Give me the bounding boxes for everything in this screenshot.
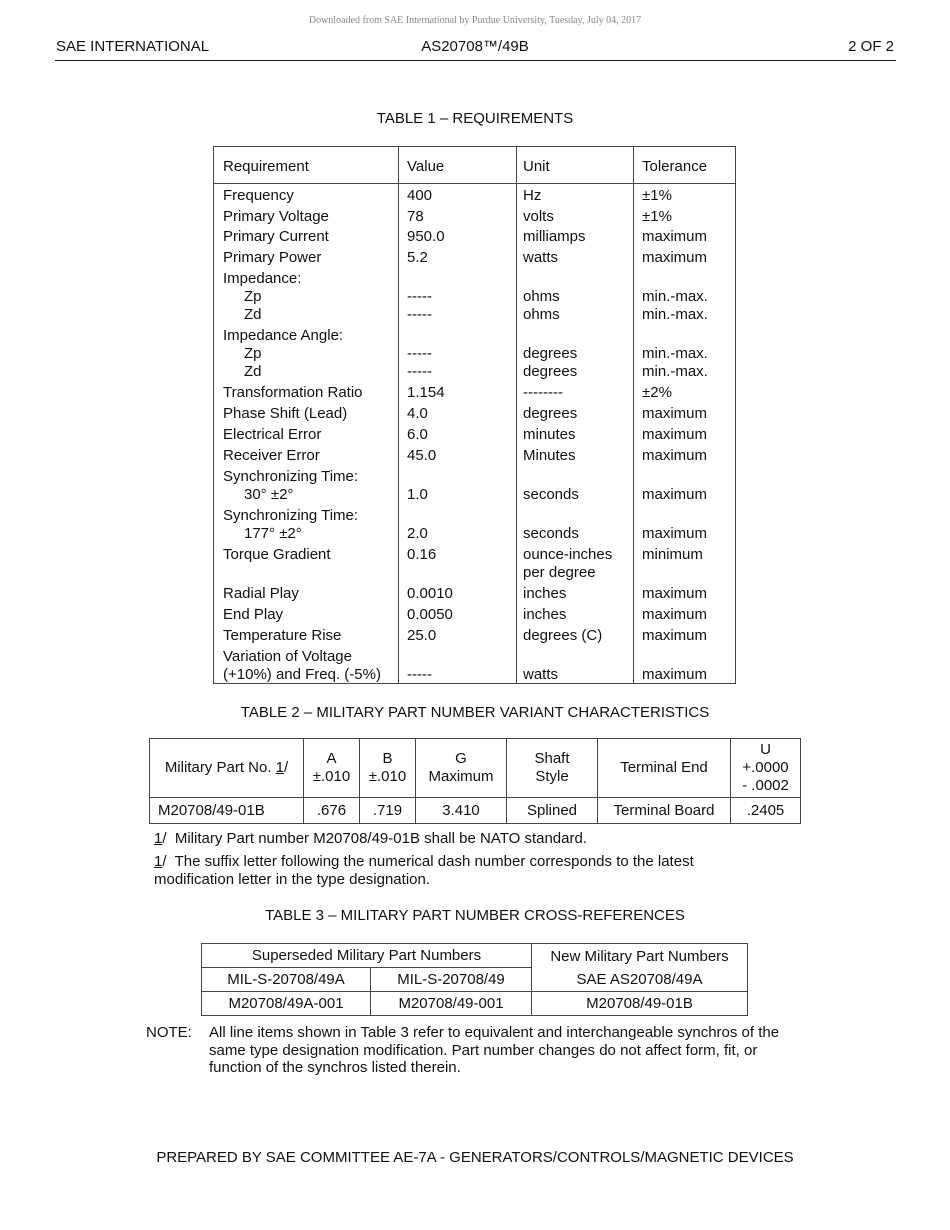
header-tolerance: Tolerance — [642, 158, 708, 175]
table-row — [214, 208, 735, 228]
cell-req: Zd — [244, 306, 262, 323]
cell-unit: seconds — [523, 486, 579, 503]
table-row — [214, 384, 735, 405]
header-u — [731, 739, 801, 798]
requirements-table-header — [214, 147, 735, 184]
header-b — [360, 739, 416, 798]
table-header-row — [150, 739, 801, 798]
cell-g: 3.410 — [416, 798, 507, 824]
table-row — [214, 627, 735, 648]
cell-value: 5.2 — [407, 249, 428, 266]
note-label: NOTE: — [146, 1024, 192, 1041]
requirements-table — [213, 146, 736, 684]
cell-superseded-49: M20708/49-001 — [371, 992, 532, 1016]
header-text: A — [326, 750, 337, 767]
footnote-2 — [154, 853, 694, 889]
cell-terminal: Terminal Board — [598, 798, 731, 824]
cross-references-table — [201, 943, 748, 1016]
cell-req: Torque Gradient — [223, 546, 331, 563]
cell-unit: milliamps — [523, 228, 586, 245]
cell-tol: maximum — [642, 426, 708, 443]
cell-unit: -------- — [523, 384, 563, 401]
cell-value: 1.0 — [407, 486, 428, 503]
header-text: U — [760, 741, 771, 758]
cell-u: .2405 — [731, 798, 801, 824]
cell-tol: maximum — [642, 627, 708, 644]
table-row — [150, 798, 801, 824]
cell-tol: min.-max. — [642, 288, 708, 305]
cell-value: ----- — [407, 345, 432, 362]
cell-unit: minutes — [523, 426, 576, 443]
variant-characteristics-table — [149, 738, 801, 824]
table-row — [214, 546, 735, 564]
cell-tol: maximum — [642, 585, 708, 602]
cell-new: M20708/49-01B — [532, 992, 748, 1016]
cell-unit: degrees — [523, 363, 578, 380]
cell-tol: minimum — [642, 546, 703, 563]
cell-value: 78 — [407, 208, 424, 225]
cell-req: 30° ±2° — [244, 486, 294, 503]
table-row — [214, 405, 735, 426]
cell-tol: maximum — [642, 666, 708, 683]
cell-unit: degrees — [523, 405, 578, 422]
table-header-row — [202, 944, 748, 968]
header-superseded: Superseded Military Part Numbers — [202, 944, 532, 968]
cell-unit: ohms — [523, 288, 560, 305]
header-unit: Unit — [523, 158, 550, 175]
cell-tol: maximum — [642, 525, 708, 542]
cell-tol: ±1% — [642, 208, 672, 225]
cell-req: Synchronizing Time: — [223, 507, 359, 524]
table-row — [214, 447, 735, 468]
footnote-text: modification letter in the type designation. — [154, 871, 430, 888]
cell-unit: Minutes — [523, 447, 576, 464]
cell-value: 1.154 — [407, 384, 445, 401]
header-value: Value — [407, 158, 445, 175]
note-text: All line items shown in Table 3 refer to equivalent and interchangeable synchros of the same type designation modification. Part number changes do not affect form, fit, or function of the synchros listed therein. — [209, 1024, 780, 1076]
subheader-mil-s-49a: MIL-S-20708/49A — [202, 968, 371, 992]
header-shaft-style — [507, 739, 598, 798]
cell-tol: maximum — [642, 249, 708, 266]
header-organization: SAE INTERNATIONAL — [56, 38, 210, 55]
cell-req: Primary Voltage — [223, 208, 329, 225]
table-row — [214, 666, 735, 684]
footnote-ref: 1 — [275, 759, 285, 776]
header-text: ±.010 — [312, 768, 351, 785]
cell-req: Transformation Ratio — [223, 384, 363, 401]
cell-unit: ohms — [523, 306, 560, 323]
header-text: +.0000 — [742, 759, 789, 776]
cell-tol: ±1% — [642, 187, 672, 204]
header-page-number: 2 OF 2 — [848, 38, 894, 55]
header-g — [416, 739, 507, 798]
cell-req: Primary Power — [223, 249, 322, 266]
table1-caption: TABLE 1 – REQUIREMENTS — [376, 110, 574, 127]
cell-tol: maximum — [642, 486, 708, 503]
table-row — [214, 606, 735, 627]
table-row — [214, 486, 735, 507]
table-row — [214, 270, 735, 288]
cell-req: Impedance Angle: — [223, 327, 344, 344]
header-text: Military Part No. — [164, 759, 272, 776]
table-row — [214, 228, 735, 249]
cell-unit: ounce-inches — [523, 546, 613, 563]
cell-shaft: Splined — [507, 798, 598, 824]
table-row — [214, 507, 735, 525]
header-rule — [55, 60, 896, 61]
table3-caption: TABLE 3 – MILITARY PART NUMBER CROSS-REFERENCES — [265, 907, 685, 924]
cell-superseded-49a: M20708/49A-001 — [202, 992, 371, 1016]
cell-unit: per degree — [523, 564, 596, 581]
table-row — [214, 187, 735, 208]
cell-b: .719 — [360, 798, 416, 824]
cell-value: ----- — [407, 666, 432, 683]
cell-req: Synchronizing Time: — [223, 468, 359, 485]
header-text: Shaft — [534, 750, 570, 767]
cell-unit: Hz — [523, 187, 542, 204]
footnote-ref: 1 — [154, 830, 163, 847]
footnote-text: / The suffix letter following the numerical dash number corresponds to the latest — [162, 853, 694, 870]
cell-value: 25.0 — [407, 627, 437, 644]
cell-req: Zd — [244, 363, 262, 380]
cell-value: ----- — [407, 363, 432, 380]
table-row — [214, 345, 735, 363]
cell-value: 950.0 — [407, 228, 445, 245]
table-row — [214, 363, 735, 384]
cell-req: Primary Current — [223, 228, 329, 245]
table-row — [214, 426, 735, 447]
header-requirement: Requirement — [223, 158, 309, 175]
cell-value: 45.0 — [407, 447, 437, 464]
cell-value: 0.0050 — [407, 606, 453, 623]
table-row — [214, 564, 735, 585]
cell-value: ----- — [407, 288, 432, 305]
table-row — [214, 648, 735, 666]
cell-req: Temperature Rise — [223, 627, 342, 644]
cell-req: Receiver Error — [223, 447, 320, 464]
table-row — [214, 585, 735, 606]
footer-prepared-by: PREPARED BY SAE COMMITTEE AE-7A - GENERATORS/CONTROLS/MAGNETIC DEVICES — [156, 1149, 794, 1166]
cell-unit: seconds — [523, 525, 579, 542]
footnote-1 — [154, 830, 587, 848]
table-row — [214, 327, 735, 345]
header-text: New Military Part Numbers — [550, 947, 729, 965]
cell-a: .676 — [304, 798, 360, 824]
cell-req: Zp — [244, 288, 262, 305]
table-row — [202, 992, 748, 1016]
header-military-part-no — [150, 739, 304, 798]
cell-req: (+10%) and Freq. (-5%) — [223, 666, 381, 683]
cell-req: Frequency — [223, 187, 294, 204]
header-text: Style — [535, 768, 569, 785]
header-text: ±.010 — [368, 768, 407, 785]
table-row — [214, 525, 735, 546]
cell-value: ----- — [407, 306, 432, 323]
cell-req: Zp — [244, 345, 262, 362]
header-text: Maximum — [428, 768, 494, 785]
cell-unit: watts — [523, 666, 559, 683]
cell-req: Impedance: — [223, 270, 302, 287]
cell-tol: min.-max. — [642, 363, 708, 380]
header-text: B — [382, 750, 393, 767]
cell-tol: maximum — [642, 405, 708, 422]
download-note: Downloaded from SAE International by Purdue University, Tuesday, July 04, 2017 — [308, 15, 642, 26]
subheader-mil-s-49: MIL-S-20708/49 — [371, 968, 532, 992]
table2-caption: TABLE 2 – MILITARY PART NUMBER VARIANT CHARACTERISTICS — [240, 704, 710, 721]
header-text: G — [455, 750, 467, 767]
cell-value: 6.0 — [407, 426, 428, 443]
cell-tol: maximum — [642, 447, 708, 464]
table-row — [214, 468, 735, 486]
footnote-text: / Military Part number M20708/49-01B shall be NATO standard. — [162, 830, 587, 847]
cell-req: 177° ±2° — [244, 525, 302, 542]
cell-unit: degrees — [523, 345, 578, 362]
cell-value: 4.0 — [407, 405, 428, 422]
header-a — [304, 739, 360, 798]
cell-tol: maximum — [642, 606, 708, 623]
cell-unit: degrees (C) — [523, 627, 603, 644]
table-row — [214, 306, 735, 327]
header-text: SAE AS20708/49A — [576, 970, 703, 988]
table-row — [214, 288, 735, 306]
cell-req: Electrical Error — [223, 426, 322, 443]
cell-unit: inches — [523, 585, 567, 602]
cell-value: 0.0010 — [407, 585, 453, 602]
cell-unit: watts — [523, 249, 559, 266]
cell-unit: inches — [523, 606, 567, 623]
cell-req: End Play — [223, 606, 284, 623]
cell-part-no: M20708/49-01B — [150, 798, 304, 824]
cell-unit: volts — [523, 208, 554, 225]
header-document-number: AS20708™/49B — [421, 38, 529, 55]
cell-value: 400 — [407, 187, 433, 204]
footnote-ref: 1 — [154, 853, 163, 870]
cell-value: 0.16 — [407, 546, 437, 563]
cell-req: Phase Shift (Lead) — [223, 405, 348, 422]
cell-tol: min.-max. — [642, 345, 708, 362]
header-new — [532, 944, 748, 992]
cell-tol: min.-max. — [642, 306, 708, 323]
cell-value: 2.0 — [407, 525, 428, 542]
footnote-ref-suffix: / — [284, 759, 289, 776]
header-terminal-end: Terminal End — [598, 739, 731, 798]
table-row — [214, 249, 735, 270]
cell-req: Variation of Voltage — [223, 648, 352, 665]
requirements-table-body — [214, 187, 735, 684]
cell-req: Radial Play — [223, 585, 299, 602]
cell-tol: maximum — [642, 228, 708, 245]
header-text: - .0002 — [742, 777, 789, 794]
cell-tol: ±2% — [642, 384, 672, 401]
